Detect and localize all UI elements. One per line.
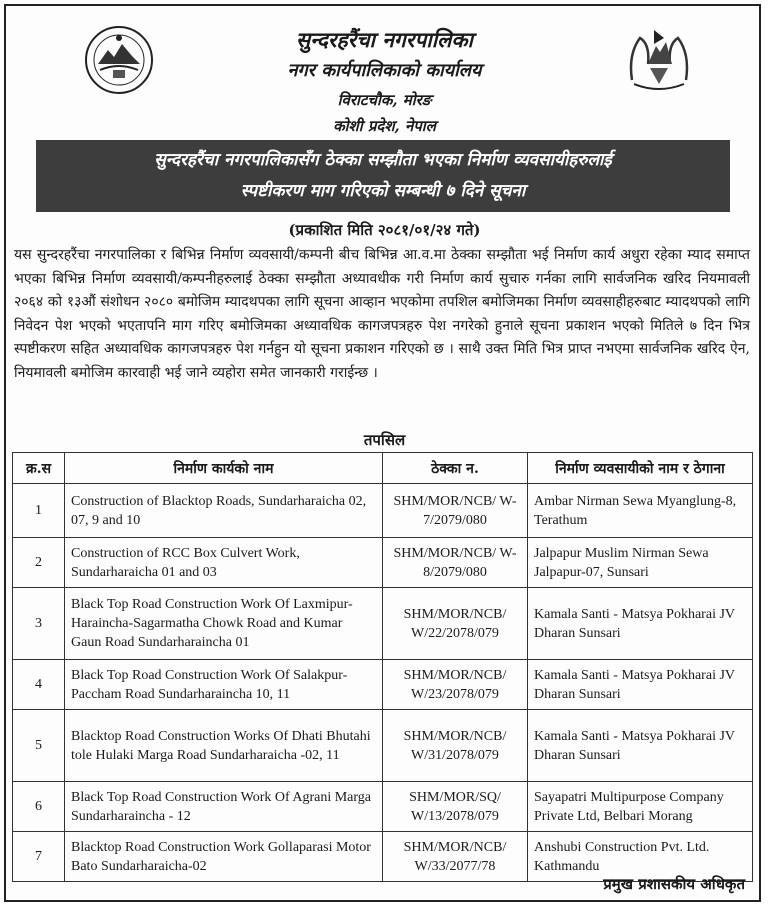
- notice-title-line-1: सुन्दरहरैंचा नगरपालिकासँग ठेक्का सम्झौता भएका निर्माण व्यवसायीहरुलाई: [154, 150, 612, 170]
- header-work-name: निर्माण कार्यको नाम: [65, 453, 383, 484]
- row-contractor: Jalpapur Muslim Nirman Sewa Jalpapur-07, Sunsari: [528, 538, 753, 588]
- row-contract-number: SHM/MOR/NCB/ W-7/2079/080: [383, 484, 528, 538]
- row-work-name: Black Top Road Construction Work Of Salakpur-Paccham Road Sundarharaincha 10, 11: [65, 660, 383, 710]
- row-work-name: Blacktop Road Construction Work Gollaparasi Motor Bato Sundarharaicha-02: [65, 832, 383, 882]
- header-contractor: निर्माण व्यवसायीको नाम र ठेगाना: [528, 453, 753, 484]
- row-serial: 3: [13, 588, 65, 660]
- table-title: तपसिल: [363, 431, 406, 449]
- table-row: [13, 484, 753, 538]
- table-header-row: [13, 453, 753, 484]
- row-work-name: Construction of Blacktop Roads, Sundarharaicha 02, 07, 9 and 10: [65, 484, 383, 538]
- row-serial: 4: [13, 660, 65, 710]
- row-contract-number: SHM/MOR/SQ/ W/13/2078/079: [383, 782, 528, 832]
- office-name: नगर कार्यपालिकाको कार्यालय: [287, 60, 482, 81]
- row-work-name: Black Top Road Construction Work Of Laxmipur-Haraincha-Sagarmatha Chowk Road and Kumar Gaun Road Sundarharaincha 01: [65, 588, 383, 660]
- row-contract-number: SHM/MOR/NCB/ W/31/2078/079: [383, 710, 528, 782]
- row-work-name: Construction of RCC Box Culvert Work, Sundarharaicha 01 and 03: [65, 538, 383, 588]
- row-contractor: Kamala Santi - Matsya Pokharai JV Dharan Sunsari: [528, 588, 753, 660]
- notice-body: यस सुन्दरहरैंचा नगरपालिका र बिभिन्न निर्माण व्यवसायी/कम्पनी बीच बिभिन्न आ.व.मा ठेक्का सम्झौता भई निर्माण कार्य अधुरा रहेका म्याद समाप्त भएका बिभिन्न निर्माण व्यवसायी/कम्पनीहरुलाई ठेक्का सम्झौता अध्यावधीक गरी निर्माण कार्य सुचारु गर्नका लागि सार्वजनिक खरिद नियमावली २०६४ को १३औं संशोधन २०८० बमोजिम म्यादथपका लागि सूचना आव्हान भएकोमा तपशिल बमोजिमका निर्माण व्यवसाहीहरुबाट म्यादथपको लागि निवेदन पेश भएको भएतापनि माग गरिए बमोजिमका अध्यावधिक कागजपत्रहरु पेश नगरेको हुनाले सूचना प्रकाशन भएको मितिले ७ दिन भित्र स्पष्टीकरण सहित अध्यावधिक कागजपत्रहरु पेश गर्नहुन यो सूचना प्रकाशन गरिएको छ । साथै उक्त मिति भित्र प्राप्त नभएमा सार्वजनिक खरिद ऐन, नियमावली बमोजिम कारवाही भई जाने व्यहोरा समेत जानकारी गराईन्छ ।: [14, 247, 750, 381]
- table-row: [13, 710, 753, 782]
- row-serial: 2: [13, 538, 65, 588]
- row-contractor: Kamala Santi - Matsya Pokharai JV Dharan Sunsari: [528, 660, 753, 710]
- header-contract-number: ठेक्का न.: [383, 453, 528, 484]
- signatory-title: प्रमुख प्रशासकीय अधिकृत: [603, 875, 745, 893]
- row-contract-number: SHM/MOR/NCB/ W/23/2078/079: [383, 660, 528, 710]
- municipality-name: सुन्दरहरैंचा नगरपालिका: [296, 27, 473, 52]
- row-contractor: Ambar Nirman Sewa Myanglung-8, Terathum: [528, 484, 753, 538]
- notice-title-line-2: स्पष्टीकरण माग गरिएको सम्बन्धी ७ दिने सूचना: [240, 181, 526, 201]
- row-contract-number: SHM/MOR/NCB/ W/33/2077/78: [383, 832, 528, 882]
- row-contractor: Kamala Santi - Matsya Pokharai JV Dharan Sunsari: [528, 710, 753, 782]
- row-serial: 1: [13, 484, 65, 538]
- row-contract-number: SHM/MOR/NCB/ W-8/2079/080: [383, 538, 528, 588]
- row-contract-number: SHM/MOR/NCB/ W/22/2078/079: [383, 588, 528, 660]
- province-country: कोशी प्रदेश, नेपाल: [333, 117, 436, 135]
- row-work-name: Blacktop Road Construction Works Of Dhati Bhutahi tole Hulaki Marga Road Sundarharaicha -02, 11: [65, 710, 383, 782]
- table-row: [13, 588, 753, 660]
- published-date: (प्रकाशित मिति २०८१/०१/२४ गते): [288, 221, 481, 239]
- notice-title-band: [36, 140, 730, 212]
- row-serial: 7: [13, 832, 65, 882]
- row-work-name: Black Top Road Construction Work Of Agrani Marga Sundarharaincha - 12: [65, 782, 383, 832]
- table-row: [13, 782, 753, 832]
- header-serial: क्र.स: [13, 453, 65, 484]
- table-row: [13, 660, 753, 710]
- contractor-table: [12, 452, 753, 882]
- row-serial: 5: [13, 710, 65, 782]
- row-contractor: Sayapatri Multipurpose Company Private Ltd, Belbari Morang: [528, 782, 753, 832]
- office-location: विराटचौक, मोरङ: [337, 91, 432, 109]
- table-row: [13, 538, 753, 588]
- row-serial: 6: [13, 782, 65, 832]
- row-contractor: Anshubi Construction Pvt. Ltd. Kathmandu: [528, 832, 753, 882]
